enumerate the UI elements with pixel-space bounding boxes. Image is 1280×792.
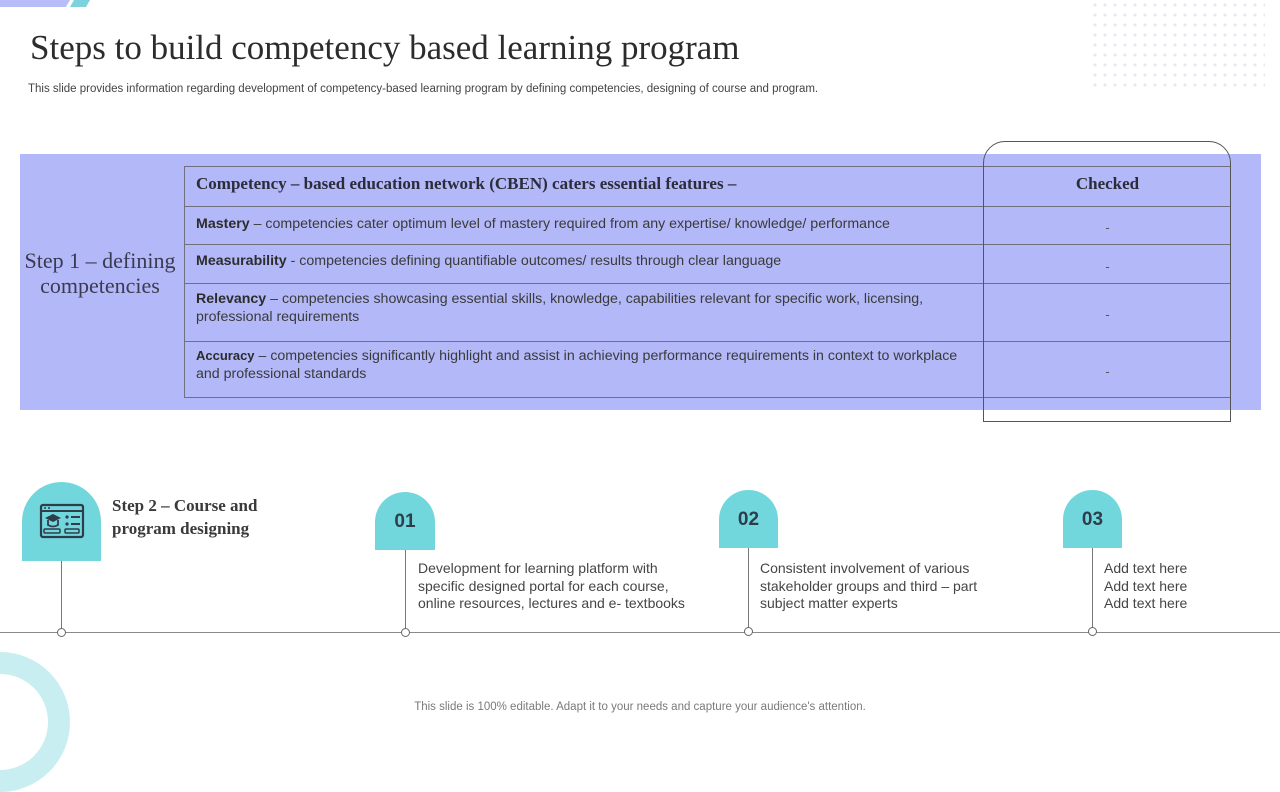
step-number: 03 <box>1081 509 1104 530</box>
timeline-dot <box>1088 627 1097 636</box>
page-title: Steps to build competency based learning program <box>30 28 740 67</box>
step2-item-text: Development for learning platform with specific designed portal for each course, online resources, lectures and e- textbooks <box>418 560 685 611</box>
step2-label: Step 2 – Course and program designing <box>112 496 258 538</box>
timeline-stem <box>1092 548 1093 628</box>
online-course-icon <box>22 482 101 561</box>
row-checked: - <box>1105 259 1110 274</box>
step2-number-02 <box>719 490 778 548</box>
row-text: – competencies cater optimum level of mastery required from any expertise/ knowledge/ performance <box>249 216 890 232</box>
row-checked: - <box>1105 220 1110 235</box>
step-number: 02 <box>737 509 760 530</box>
timeline-stem <box>748 548 749 628</box>
checked-column-outline <box>983 141 1231 422</box>
step1-label: Step 1 – defining competencies <box>24 248 176 298</box>
row-checked: - <box>1105 364 1110 379</box>
decor-stripe <box>0 0 70 7</box>
row-term: Accuracy <box>196 348 255 363</box>
checked-header: Checked <box>1075 174 1140 193</box>
row-checked: - <box>1105 307 1110 322</box>
step2-item-text: Add text here Add text here Add text here <box>1104 560 1188 611</box>
table-header: Competency – based education network (CBEN) caters essential features – <box>196 174 737 193</box>
timeline-dot <box>744 627 753 636</box>
row-text: – competencies showcasing essential skills, knowledge, capabilities relevant for specific work, licensing, professional requirements <box>196 291 924 325</box>
step2-number-01 <box>375 492 435 550</box>
footer-note: This slide is 100% editable. Adapt it to your needs and capture your audience's attention. <box>414 701 866 713</box>
step2-icon-tab <box>22 482 101 561</box>
decor-stripe-accent <box>70 0 90 7</box>
timeline-stem <box>61 561 62 629</box>
row-text: – competencies significantly highlight and assist in achieving performance requirements in context to workplace and professional standards <box>196 348 958 382</box>
step-number: 01 <box>394 511 416 532</box>
step2-item-text: Consistent involvement of various stakeholder groups and third – part subject matter experts <box>760 560 978 611</box>
row-term: Measurability <box>196 253 287 269</box>
timeline-stem <box>405 550 406 629</box>
page-subtitle: This slide provides information regarding development of competency-based learning program by defining competencies, designing of course and program. <box>28 83 819 95</box>
row-term: Mastery <box>196 216 250 232</box>
decor-dot-pattern <box>1090 0 1265 90</box>
timeline-dot <box>57 628 66 637</box>
step2-number-03 <box>1063 490 1122 548</box>
timeline-dot <box>401 628 410 637</box>
row-text: - competencies defining quantifiable outcomes/ results through clear language <box>286 253 782 269</box>
decor-ring <box>0 652 70 792</box>
row-term: Relevancy <box>196 291 267 307</box>
